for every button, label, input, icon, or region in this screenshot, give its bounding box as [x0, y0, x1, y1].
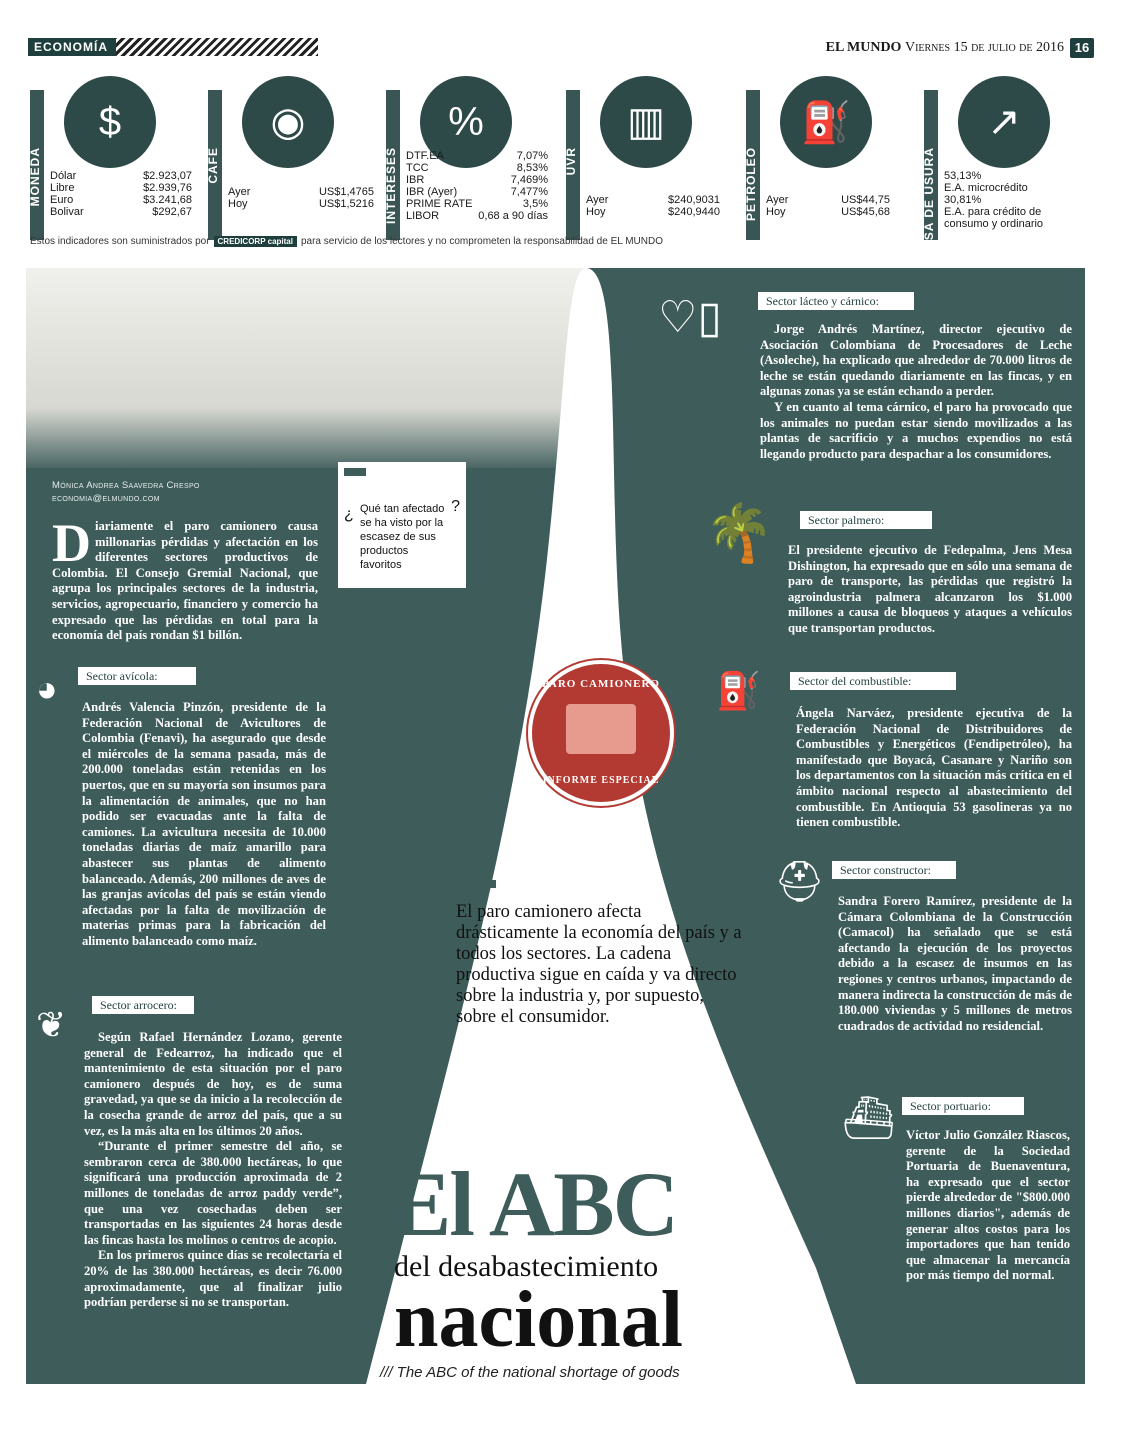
sector-palmero-text: El presidente ejecutivo de Fedepalma, Jens Mesa Dishington, ha expresado que en sólo una semana de paro de transporte, las pérdidas que registró la agroindustria palmera alcanzaron los $1.000 millones a causa de bloqueos y ataques a vehículos que transportan productos.: [788, 543, 1072, 635]
sector-constructor-text: Sandra Forero Ramírez, presidente de la Cámara Colombiana de la Construcción (Camacol) ha señalado que se está afectando la ejecución de los proyectos debido a la escasez de insumos en las regiones y centros urbanos, impactando de manera indirecta la construcción de más de 180.000 viviendas y 5 millones de metros cuadrados de actividad no residencial.: [838, 894, 1072, 1033]
indicator-values: Ayer $240,9031 Hoy $240,9440: [586, 194, 720, 218]
uvr-icon: ▥: [600, 76, 692, 168]
headline-middle: del desabastecimiento: [394, 1250, 659, 1283]
page-number: 16: [1070, 38, 1094, 58]
headline-translation: /// The ABC of the national shortage of goods: [380, 1364, 680, 1381]
coffee-bean-icon: ◉: [242, 76, 334, 168]
lede-bar: [456, 880, 496, 888]
indicator-values: Dólar $2.923,07 Libre $2.939,76 Euro $3.241,68 Bolivar $292,67: [50, 170, 192, 218]
credit-line: Estos indicadores son suministrados por CREDICORP capital para servicio de los lectores y no comprometen la responsabilidad de EL MUNDO: [30, 236, 663, 247]
section-label: ECONOMÍA: [28, 38, 116, 56]
indicator-usura: [922, 70, 1094, 258]
byline: [52, 479, 200, 505]
indicator-values: Ayer US$1,4765 Hoy US$1,5216: [228, 186, 374, 210]
truck-icon: [566, 704, 636, 754]
fuel-pump-icon: ⛽: [716, 670, 761, 711]
sector-palmero-head: Sector palmero:: [800, 511, 932, 529]
sector-lacteo-head: Sector lácteo y cárnico:: [758, 292, 914, 310]
indicator-intereses: [386, 70, 556, 240]
indicator-label: TASA DE USURA: [924, 90, 938, 240]
seal-bottom-text: INFORME ESPECIAL: [542, 775, 660, 786]
indicator-petroleo: [746, 70, 916, 240]
indicator-values: 53,13% E.A. microcrédito 30,81% E.A. para crédito de consumo y ordinario: [944, 170, 1044, 230]
sector-arrocero-text: Según Rafael Hernández Lozano, gerente general de Fedearroz, ha indicado que el mantenimiento de esta situación por el paro camionero después de hoy, es de suma gravedad, ya que se da inicio a la recolección de la cosecha grande de arroz del país, que a su vez, es la más alta en los últimos 20 años. “Durante el primer semestre del año, se sembraron cerca de 380.000 hectáreas, lo que significará una producción aproximada de 2 millones de toneladas de arroz paddy verde”, que una vez cosechadas deben ser transportadas en las siguientes 24 horas desde las fincas hasta los molinos o centros de acopio. En los primeros quince días se recolectaría el 20% de las 380.000 hectáreas, es decir 76.000 aproximadamente, que al finalizar julio podrían perderse si no se transportan.: [84, 1030, 342, 1310]
milk-bottle-icon: ♡▯: [658, 293, 722, 342]
chicken-icon: ◕: [36, 668, 58, 709]
oil-pump-icon: ⛽: [780, 76, 872, 168]
indicator-uvr: [566, 70, 736, 240]
headline-main: El ABC: [390, 1153, 678, 1255]
indicator-label: UVR: [566, 90, 580, 240]
indicator-moneda: [30, 70, 200, 240]
indicator-label: MONEDA: [30, 90, 44, 240]
lede-text: El paro camionero afecta drásticamente la economía del país y a todos los sectores. La cadena productiva sigue en caída y va directo sobre la industria y, por supuesto, sobre el consumidor.: [456, 902, 742, 1027]
sector-avicola-head: Sector avícola:: [78, 667, 196, 685]
indicator-label: INTERESES: [386, 90, 400, 240]
paper-name: EL MUNDO: [825, 40, 902, 55]
sector-lacteo-text: Jorge Andrés Martínez, director ejecutivo de Asociación Colombiana de Procesadores de Leche (Asoleche), ha explicado que alrededor de 70.000 litros de leche se están quedando diariamente en las fincas, y en algunas zonas ya se están echando a perder. Y en cuanto al tema cárnico, el paro ha provocado que los animales no puedan estar siendo movilizados a las plantas de sacrificio y a muchos expendios no está llegando producto para despachar a los consumidores.: [760, 322, 1072, 461]
sector-constructor-head: Sector constructor:: [832, 861, 956, 879]
indicator-cafe: [208, 70, 378, 240]
rice-plant-icon: ❦: [36, 1004, 67, 1045]
sector-combustible-text: Ángela Narváez, presidente ejecutiva de la Federación Nacional de Distribuidores de Combustibles y Energéticos (Fendipetróleo), ha manifestado que Boyacá, Casanare y Nariño son los departamentos con la situación más crítica en el ámbito nacional respecto al abastecimiento del combustible. En Antioquia 53 gasolineras ya no tienen combustible.: [796, 706, 1072, 830]
indicator-values: DTF.EA 7,07% TCC 8,53% IBR 7,469% IBR (Ayer) 7,477% PRIME RATE 3,5% LIBOR 0,68 a 90 días: [406, 150, 548, 222]
sector-portuario-head: Sector portuario:: [902, 1097, 1024, 1115]
intro-paragraph: Diariamente el paro camionero causa millonarias pérdidas y afectación en los diferentes sectores productivos de Colombia. El Consejo Gremial Nacional, que agrupa los principales sectores de la industria, servicios, agropecuario, financiero y comercio ha expresado que las pérdidas en total para la economía del país rondan $1 billón.: [52, 513, 318, 643]
money-icon: $: [64, 76, 156, 168]
section-tag: [28, 38, 318, 56]
question-box: ¿ Qué tan afectado se ha visto por la escasez de sus productos favoritos ?: [338, 462, 466, 588]
headline-bottom: nacional: [394, 1276, 683, 1364]
sector-combustible-head: Sector del combustible:: [790, 672, 956, 690]
palm-tree-icon: 🌴: [704, 501, 774, 564]
indicator-label: PETRÓLEO: [746, 90, 760, 240]
author-email: economia@elmundo.com: [52, 493, 160, 504]
sector-arrocero-head: Sector arrocero:: [92, 996, 194, 1014]
seal-top-text: PARO CAMIONERO: [542, 678, 660, 690]
issue-date: Viernes 15 de julio de 2016: [904, 40, 1064, 55]
author-name: Mónica Andrea Saavedra Crespo: [52, 480, 200, 491]
sector-portuario-text: Víctor Julio González Riascos, gerente de la Sociedad Portuaria de Buenaventura, ha expresado que el sector pierde alrededor de "$800.000 millones diarios", además de generar altos costos para los importadores que han tenido que almacenar la mercancía por más tiempo del normal.: [906, 1128, 1070, 1283]
indicator-label: CAFÉ: [208, 90, 222, 240]
sector-avicola-text: Andrés Valencia Pinzón, presidente de la Federación Nacional de Avicultores de Colombia (Fenavi), ha asegurado que desde el miércoles de la semana pasada, más de 200.000 toneladas están retenidas en los puertos, que en su mayoría son insumos para la alimentación de animales, que no han podido ser evacuadas ante la falta de camiones. La avicultura necesita de 10.000 toneladas diarias de maíz amarillo para abastecer sus plantas de alimento balanceado. Además, 200 millones de aves de las granjas avícolas del país se están viendo afectadas por la falta de movilización de materias primas para la fabricación del alimento balanceado como maíz.: [82, 700, 326, 948]
dropcap: D: [52, 513, 91, 573]
construction-worker-icon: ⛑: [774, 860, 825, 904]
paro-camionero-seal: [528, 660, 674, 806]
interest-icon: %: [420, 76, 512, 168]
ship-icon: ⛴: [842, 1094, 896, 1141]
growth-chart-icon: ↗: [958, 76, 1050, 168]
question-bar: [344, 468, 366, 476]
masthead: [826, 40, 1064, 56]
question-text: Qué tan afectado se ha visto por la escasez de sus productos favoritos: [360, 503, 445, 571]
credicorp-logo: CREDICORP capital: [214, 236, 297, 247]
indicator-values: Ayer US$44,75 Hoy US$45,68: [766, 194, 890, 218]
